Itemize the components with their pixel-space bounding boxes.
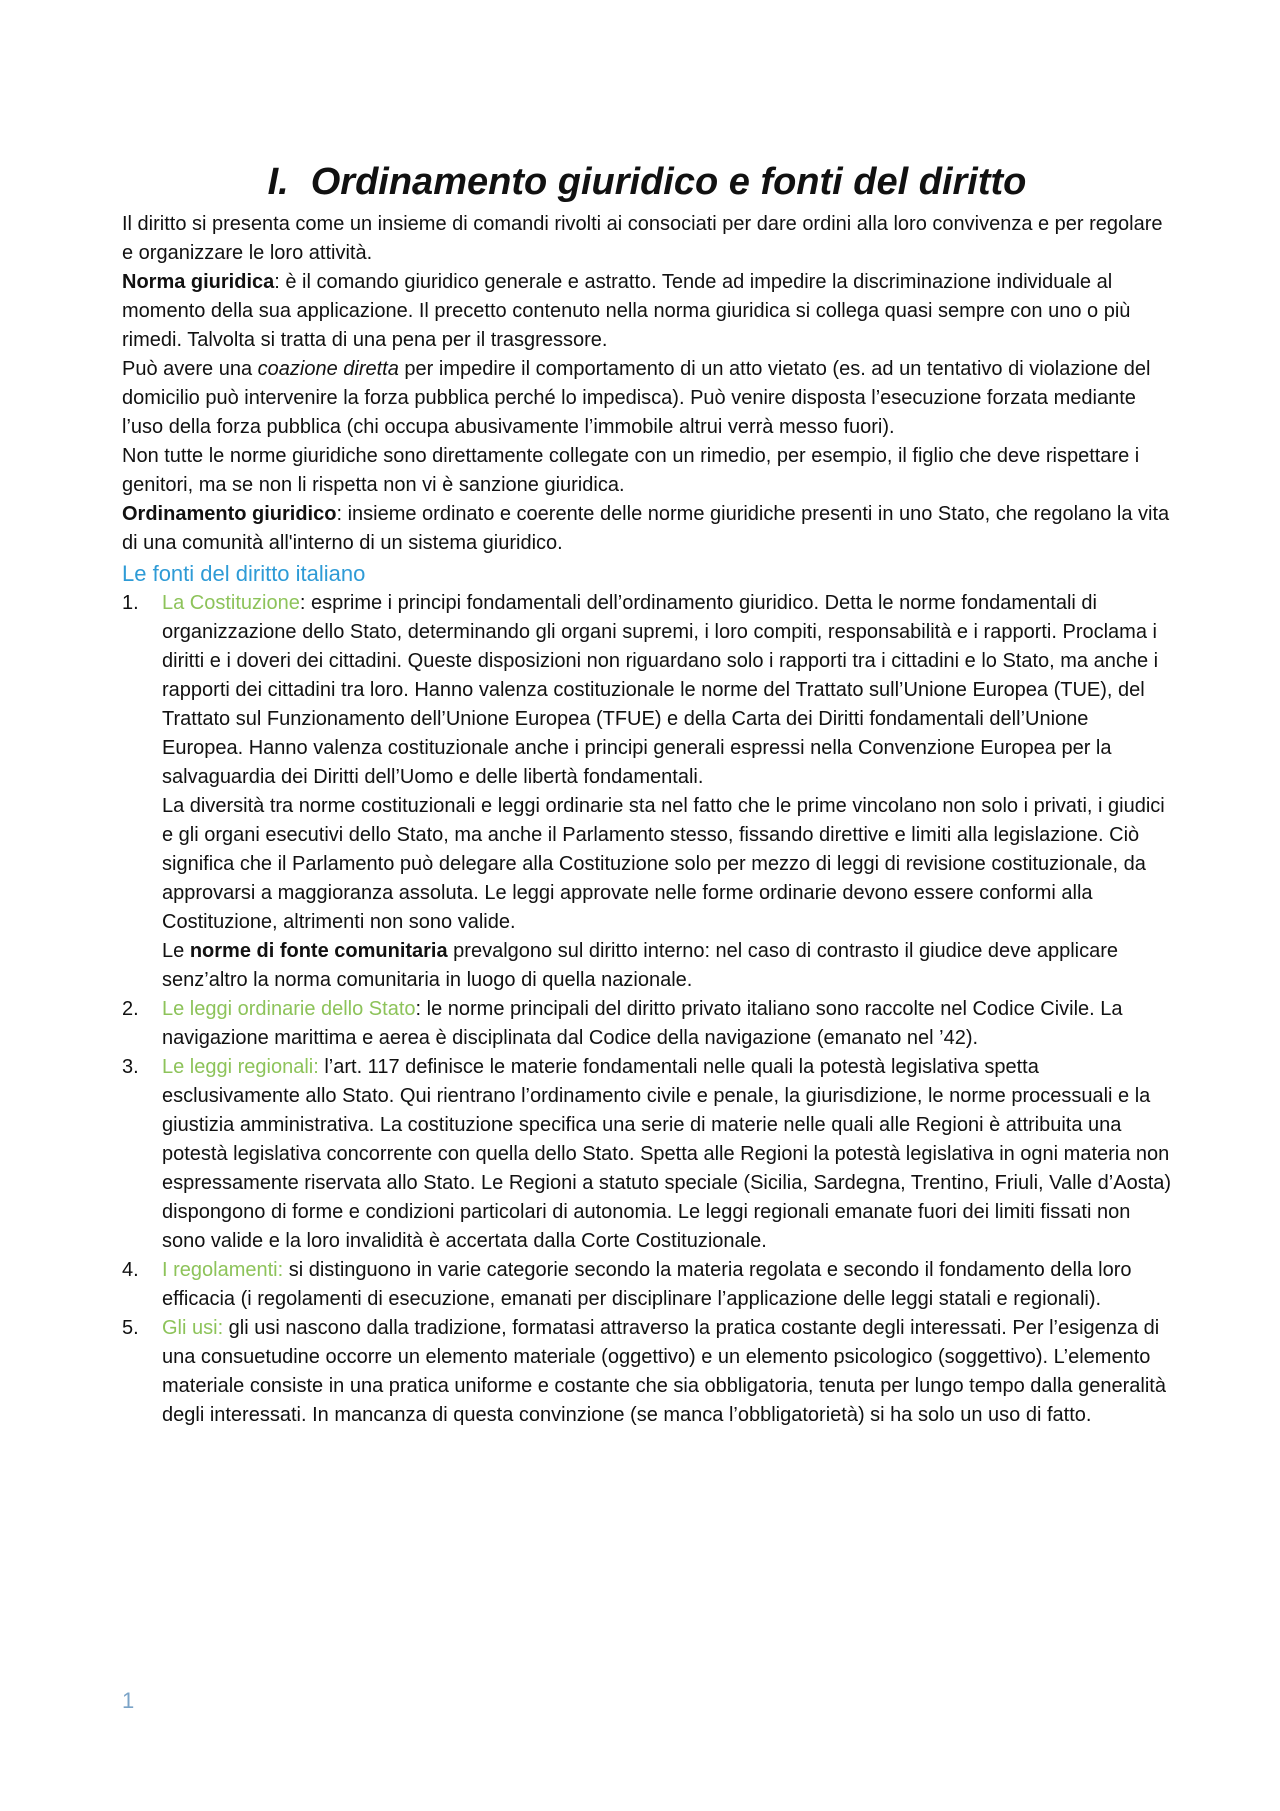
leggi-ordinarie-paragraph: [162, 995, 1172, 1053]
list-number: 4.: [122, 1259, 139, 1281]
leggi-ordinarie-text: : le norme principali del diritto privato italiano sono raccolte nel Codice Civile. La navigazione marittima e aerea è disciplinata dal Codice della navigazione (emanato nel ’42).: [162, 998, 1123, 1049]
ordinamento-definition: : insieme ordinato e coerente delle norme giuridiche presenti in uno Stato, che regolano la vita di una comunità all'interno di un sistema giuridico.: [122, 503, 1170, 554]
coazione-before: Può avere una: [122, 358, 258, 380]
page-number: 1: [122, 1688, 135, 1713]
para3-after: prevalgono sul diritto interno: nel caso di contrasto il giudice deve applicare senz’altro la norma comunitaria in luogo di quella nazionale.: [162, 940, 1119, 991]
page-content: [122, 158, 1172, 1430]
costituzione-label: La Costituzione: [162, 592, 300, 614]
usi-label: Gli usi:: [162, 1317, 224, 1339]
coazione-paragraph: [122, 355, 1172, 442]
leggi-regionali-paragraph: [162, 1053, 1172, 1256]
coazione-emphasis: coazione diretta: [257, 358, 399, 380]
para3-before: Le: [162, 940, 190, 962]
list-item-leggi-regionali: [122, 1053, 1172, 1256]
ordinamento-term: Ordinamento giuridico: [122, 503, 337, 525]
regolamenti-paragraph: [162, 1256, 1172, 1314]
costituzione-paragraph-3: [162, 937, 1172, 995]
page-title: [122, 158, 1172, 206]
intro-paragraph: Il diritto si presenta come un insieme di comandi rivolti ai consociati per dare ordini alla loro convivenza e per regolare e organizzare le loro attività.: [122, 213, 1163, 264]
leggi-regionali-label: Le leggi regionali:: [162, 1056, 319, 1078]
fonti-list: [122, 589, 1172, 1430]
title-text: Ordinamento giuridico e fonti del diritto: [310, 161, 1027, 203]
fonti-heading: Le fonti del diritto italiano: [122, 561, 366, 586]
list-item-costituzione: [122, 589, 1172, 995]
list-number: 3.: [122, 1056, 139, 1078]
regolamenti-text: si distinguono in varie categorie secondo la materia regolata e secondo il fondamento della loro efficacia (i regolamenti di esecuzione, emanati per disciplinare l’applicazione delle leggi statali e regionali).: [162, 1259, 1132, 1310]
title-number: I.: [267, 161, 289, 203]
usi-text: gli usi nascono dalla tradizione, formatasi attraverso la pratica costante degli interessati. Per l’esigenza di una consuetudine occorre un elemento materiale (oggettivo) e un elemento psicologico (soggettivo). L’elemento materiale consiste in una pratica uniforme e costante che sia obbligatoria, tenuta per lungo tempo dalla generalità degli interessati. In mancanza di questa convinzione (se manca l’obbligatorietà) si ha solo un uso di fatto.: [162, 1317, 1166, 1426]
ordinamento-paragraph: [122, 500, 1172, 558]
list-number: 1.: [122, 592, 139, 614]
leggi-regionali-text: l’art. 117 definisce le materie fondamentali nelle quali la potestà legislativa spetta esclusivamente allo Stato. Qui rientrano l’ordinamento civile e penale, la giurisdizione, le norme processuali e la giustizia amministrativa. La costituzione specifica una serie di materie nelle quali alle Regioni è attribuita una potestà legislativa concorrente con quella dello Stato. Spetta alle Regioni la potestà legislativa in ogni materia non espressamente riservata allo Stato. Le Regioni a statuto speciale (Sicilia, Sardegna, Trentino, Friuli, Valle d’Aosta) dispongono di forme e condizioni particolari di autonomia. Le leggi regionali emanate fuori dei limiti fissati non sono valide e la loro invalidità è accertata dalla Corte Costituzionale.: [162, 1056, 1172, 1252]
norma-definition: : è il comando giuridico generale e astratto. Tende ad impedire la discriminazione individuale al momento della sua applicazione. Il precetto contenuto nella norma giuridica si collega quasi sempre con uno o più rimedi. Talvolta si tratta di una pena per il trasgressore.: [122, 271, 1131, 351]
costituzione-paragraph-2: La diversità tra norme costituzionali e leggi ordinarie sta nel fatto che le prime vincolano non solo i privati, i giudici e gli organi esecutivi dello Stato, ma anche il Parlamento stesso, fissando direttive e limiti alla legislazione. Ciò significa che il Parlamento può delegare alla Costituzione solo per mezzo di leggi di revisione costituzionale, da approvarsi a maggioranza assoluta. Le leggi approvate nelle forme ordinarie devono essere conformi alla Costituzione, altrimenti non sono valide.: [162, 795, 1165, 933]
leggi-ordinarie-label: Le leggi ordinarie dello Stato: [162, 998, 416, 1020]
costituzione-paragraph: [162, 589, 1172, 792]
list-number: 5.: [122, 1317, 139, 1339]
list-item-regolamenti: [122, 1256, 1172, 1314]
usi-paragraph: [162, 1314, 1172, 1430]
costituzione-text: : esprime i principi fondamentali dell’ordinamento giuridico. Detta le norme fondamentali di organizzazione dello Stato, determinando gli organi supremi, i loro compiti, responsabilità e i rapporti. Proclama i diritti e i doveri dei cittadini. Queste disposizioni non riguardano solo i rapporti tra i cittadini e lo Stato, ma anche i rapporti dei cittadini tra loro. Hanno valenza costituzionale le norme del Trattato sull’Unione Europea (TUE), del Trattato sul Funzionamento dell’Unione Europea (TFUE) e della Carta dei Diritti fondamentali dell’Unione Europea. Hanno valenza costituzionale anche i principi generali espressi nella Convenzione Europea per la salvaguardia dei Diritti dell’Uomo e delle libertà fondamentali.: [162, 592, 1159, 788]
non-tutte-paragraph: Non tutte le norme giuridiche sono direttamente collegate con un rimedio, per esempio, il figlio che deve rispettare i genitori, ma se non li rispetta non vi è sanzione giuridica.: [122, 445, 1140, 496]
coazione-after: per impedire il comportamento di un atto vietato (es. ad un tentativo di violazione del domicilio può intervenire la forza pubblica perché lo impedisca). Può venire disposta l’esecuzione forzata mediante l’uso della forza pubblica (chi occupa abusivamente l’immobile altrui verrà messo fuori).: [122, 358, 1151, 438]
list-number: 2.: [122, 998, 139, 1020]
norma-term: Norma giuridica: [122, 271, 275, 293]
regolamenti-label: I regolamenti:: [162, 1259, 284, 1281]
norme-comunitarie-term: norme di fonte comunitaria: [189, 940, 448, 962]
list-item-usi: [122, 1314, 1172, 1430]
norma-paragraph: [122, 268, 1172, 355]
list-item-leggi-ordinarie: [122, 995, 1172, 1053]
